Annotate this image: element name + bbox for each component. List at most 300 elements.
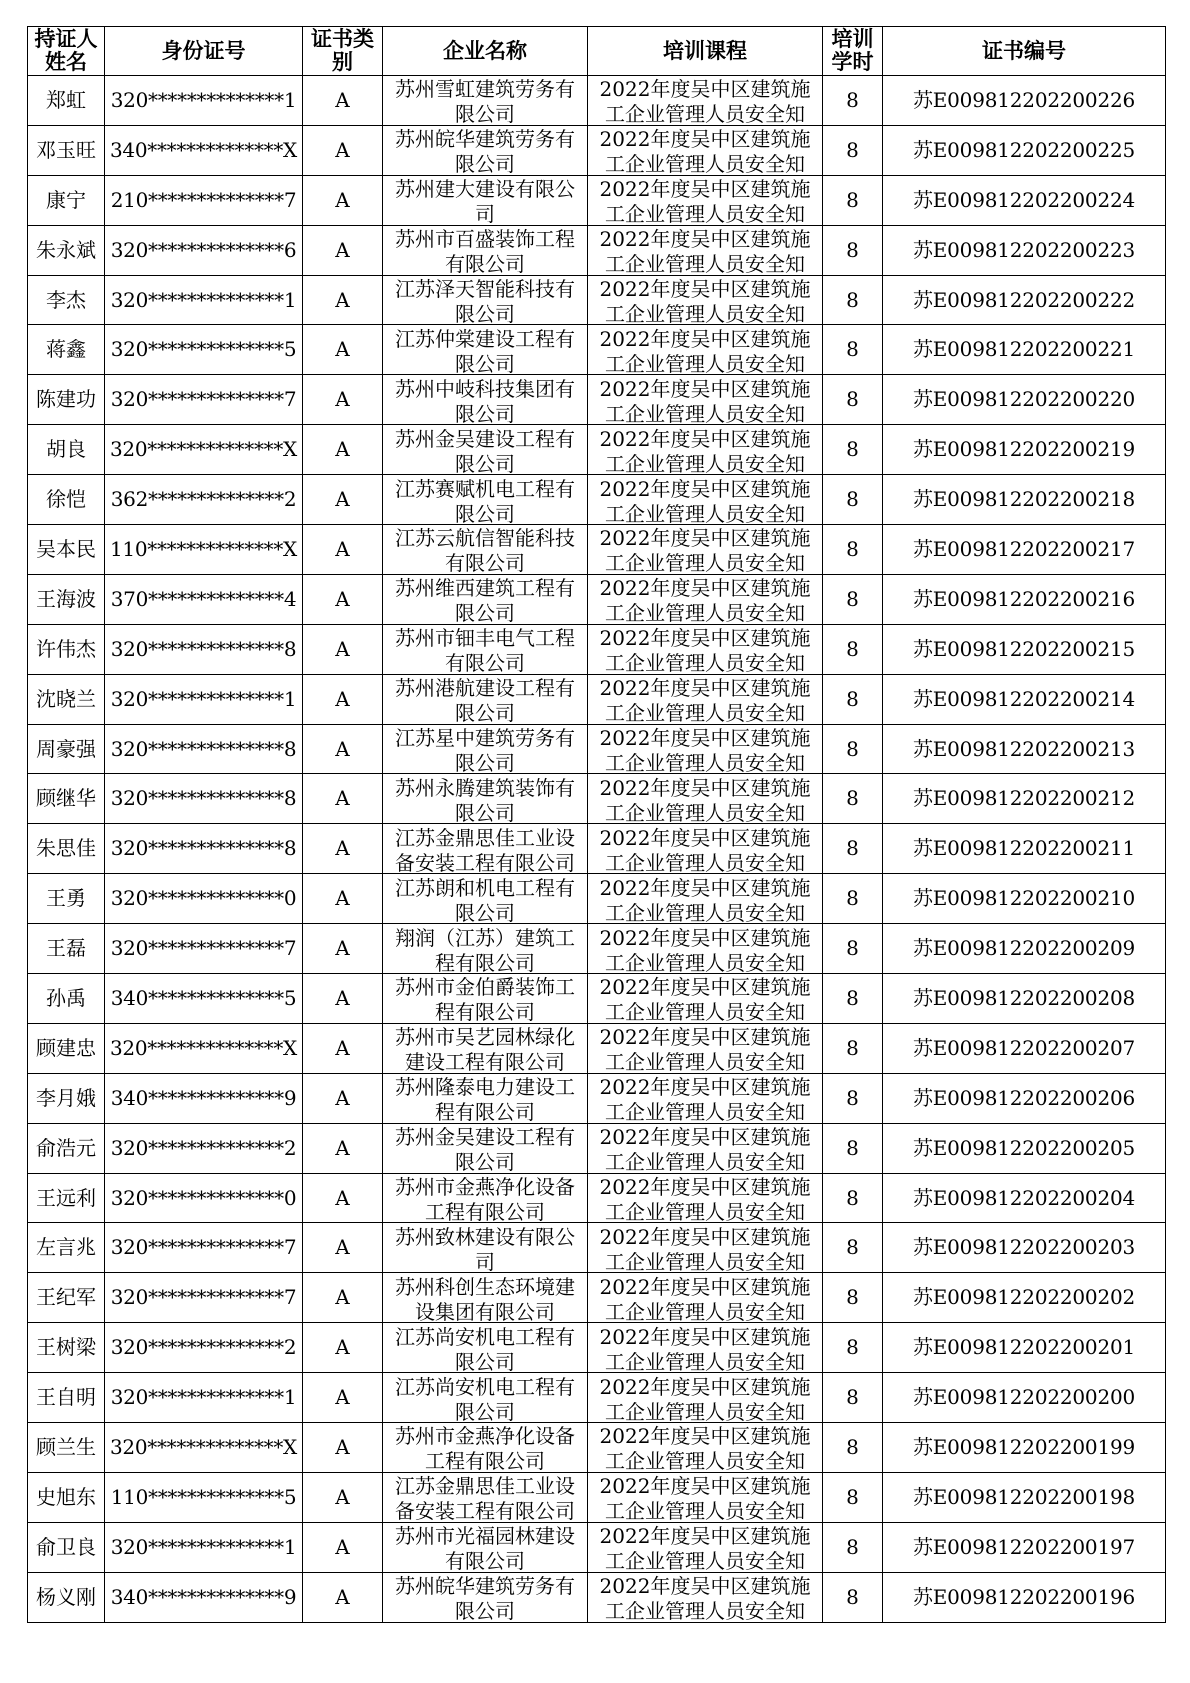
company-name-text: 江苏仲棠建设工程有限公司 [395, 326, 575, 373]
certificate-number-cell: 苏E009812202200203 [883, 1223, 1166, 1273]
id-number-cell: 320**************8 [105, 724, 303, 774]
company-name-cell [383, 674, 588, 724]
holder-name-cell: 周豪强 [28, 724, 105, 774]
training-hours-cell: 8 [823, 1522, 883, 1572]
training-course-cell [588, 924, 823, 974]
holder-name-cell: 顾建忠 [28, 1023, 105, 1073]
table-row [28, 225, 1166, 275]
training-course-cell [588, 1073, 823, 1123]
id-number-cell: 320**************0 [105, 874, 303, 924]
certificate-class-cell: A [303, 275, 383, 325]
header-certificate-number: 证书编号 [883, 27, 1166, 76]
certificate-number-cell: 苏E009812202200199 [883, 1423, 1166, 1473]
training-course-cell [588, 874, 823, 924]
certificate-number-cell: 苏E009812202200220 [883, 375, 1166, 425]
training-course-cell [588, 425, 823, 475]
training-hours-cell: 8 [823, 924, 883, 974]
training-hours-cell: 8 [823, 1572, 883, 1622]
company-name-cell [383, 125, 588, 175]
training-hours-cell: 8 [823, 974, 883, 1024]
training-course-text: 2022年度吴中区建筑施工企业管理人员安全知 [599, 1025, 811, 1072]
header-row [28, 27, 1166, 76]
certificate-number-cell: 苏E009812202200205 [883, 1123, 1166, 1173]
training-course-text: 2022年度吴中区建筑施工企业管理人员安全知 [599, 1125, 811, 1172]
training-course-text: 2022年度吴中区建筑施工企业管理人员安全知 [599, 227, 811, 274]
training-hours-cell: 8 [823, 325, 883, 375]
training-hours-cell: 8 [823, 1323, 883, 1373]
training-course-cell [588, 1273, 823, 1323]
certificate-class-cell: A [303, 125, 383, 175]
training-course-cell [588, 574, 823, 624]
certificate-number-cell: 苏E009812202200212 [883, 774, 1166, 824]
company-name-text: 苏州市钿丰电气工程有限公司 [395, 626, 575, 673]
training-course-cell [588, 774, 823, 824]
training-course-text: 2022年度吴中区建筑施工企业管理人员安全知 [599, 975, 811, 1022]
id-number-cell: 320**************X [105, 425, 303, 475]
company-name-cell [383, 724, 588, 774]
id-number-cell: 320**************6 [105, 225, 303, 275]
certificate-class-cell: A [303, 1423, 383, 1473]
table-row [28, 1073, 1166, 1123]
holder-name-cell: 史旭东 [28, 1472, 105, 1522]
header-id-number: 身份证号 [105, 27, 303, 76]
id-number-cell: 320**************X [105, 1023, 303, 1073]
company-name-cell [383, 1073, 588, 1123]
company-name-text: 苏州雪虹建筑劳务有限公司 [395, 77, 575, 124]
training-course-cell [588, 225, 823, 275]
certificate-class-cell: A [303, 375, 383, 425]
table-row [28, 425, 1166, 475]
table-row [28, 1173, 1166, 1223]
company-name-text: 苏州中岐科技集团有限公司 [395, 376, 575, 423]
certificate-number-cell: 苏E009812202200204 [883, 1173, 1166, 1223]
holder-name-cell: 王自明 [28, 1373, 105, 1423]
holder-name-cell: 胡良 [28, 425, 105, 475]
id-number-cell: 110**************5 [105, 1472, 303, 1522]
certificate-class-cell: A [303, 824, 383, 874]
training-hours-cell: 8 [823, 674, 883, 724]
table-row [28, 1572, 1166, 1622]
holder-name-cell: 蒋鑫 [28, 325, 105, 375]
training-course-text: 2022年度吴中区建筑施工企业管理人员安全知 [599, 925, 811, 972]
company-name-cell [383, 1273, 588, 1323]
training-hours-cell: 8 [823, 1123, 883, 1173]
training-course-cell [588, 325, 823, 375]
table-row [28, 874, 1166, 924]
company-name-text: 江苏朗和机电工程有限公司 [395, 875, 575, 922]
id-number-cell: 340**************5 [105, 974, 303, 1024]
holder-name-cell: 俞卫良 [28, 1522, 105, 1572]
training-course-cell [588, 1423, 823, 1473]
table-row [28, 1423, 1166, 1473]
id-number-cell: 320**************X [105, 1423, 303, 1473]
company-name-text: 苏州致林建设有限公司 [395, 1224, 575, 1271]
training-hours-cell: 8 [823, 425, 883, 475]
company-name-text: 苏州科创生态环境建设集团有限公司 [395, 1274, 575, 1321]
holder-name-cell: 俞浩元 [28, 1123, 105, 1173]
training-hours-cell: 8 [823, 1223, 883, 1273]
certificate-number-cell: 苏E009812202200210 [883, 874, 1166, 924]
company-name-cell [383, 1423, 588, 1473]
company-name-text: 江苏云航信智能科技有限公司 [395, 526, 575, 573]
company-name-cell [383, 275, 588, 325]
holder-name-cell: 朱思佳 [28, 824, 105, 874]
holder-name-cell: 许伟杰 [28, 624, 105, 674]
table-row [28, 275, 1166, 325]
company-name-cell [383, 574, 588, 624]
table-row [28, 1323, 1166, 1373]
company-name-cell [383, 974, 588, 1024]
training-course-text: 2022年度吴中区建筑施工企业管理人员安全知 [599, 127, 811, 174]
table-row [28, 1023, 1166, 1073]
company-name-cell [383, 475, 588, 525]
training-course-cell [588, 1323, 823, 1373]
table-row [28, 175, 1166, 225]
company-name-cell [383, 175, 588, 225]
header-certificate-class: 证书类别 [303, 27, 383, 76]
training-hours-cell: 8 [823, 76, 883, 126]
company-name-cell [383, 1373, 588, 1423]
certificate-number-cell: 苏E009812202200224 [883, 175, 1166, 225]
company-name-text: 江苏赛赋机电工程有限公司 [395, 476, 575, 523]
training-hours-cell: 8 [823, 774, 883, 824]
training-course-cell [588, 1472, 823, 1522]
company-name-cell [383, 1572, 588, 1622]
table-body [28, 76, 1166, 1623]
company-name-cell [383, 824, 588, 874]
training-course-cell [588, 824, 823, 874]
certificate-class-cell: A [303, 1522, 383, 1572]
training-course-text: 2022年度吴中区建筑施工企业管理人员安全知 [599, 1374, 811, 1421]
id-number-cell: 110**************X [105, 525, 303, 575]
certificate-class-cell: A [303, 1123, 383, 1173]
holder-name-cell: 吴本民 [28, 525, 105, 575]
certificate-number-cell: 苏E009812202200209 [883, 924, 1166, 974]
table-row [28, 1273, 1166, 1323]
header-training-hours: 培训学时 [823, 27, 883, 76]
id-number-cell: 370**************4 [105, 574, 303, 624]
certificate-class-cell: A [303, 624, 383, 674]
id-number-cell: 320**************1 [105, 674, 303, 724]
training-course-text: 2022年度吴中区建筑施工企业管理人员安全知 [599, 775, 811, 822]
training-course-cell [588, 125, 823, 175]
company-name-text: 江苏泽天智能科技有限公司 [395, 277, 575, 323]
table-row [28, 774, 1166, 824]
certificate-class-cell: A [303, 774, 383, 824]
company-name-cell [383, 225, 588, 275]
certificate-number-cell: 苏E009812202200218 [883, 475, 1166, 525]
table-row [28, 76, 1166, 126]
training-course-text: 2022年度吴中区建筑施工企业管理人员安全知 [599, 326, 811, 373]
training-course-text: 2022年度吴中区建筑施工企业管理人员安全知 [599, 1324, 811, 1371]
certificate-number-cell: 苏E009812202200200 [883, 1373, 1166, 1423]
table-row [28, 724, 1166, 774]
holder-name-cell: 孙禹 [28, 974, 105, 1024]
table-row [28, 1522, 1166, 1572]
id-number-cell: 320**************7 [105, 1273, 303, 1323]
company-name-text: 苏州隆泰电力建设工程有限公司 [395, 1075, 575, 1122]
training-hours-cell: 8 [823, 874, 883, 924]
company-name-text: 苏州市金伯爵装饰工程有限公司 [395, 975, 575, 1022]
company-name-cell [383, 1323, 588, 1373]
certificate-number-cell: 苏E009812202200198 [883, 1472, 1166, 1522]
training-hours-cell: 8 [823, 475, 883, 525]
certificate-number-cell: 苏E009812202200215 [883, 624, 1166, 674]
company-name-text: 苏州金吴建设工程有限公司 [395, 1125, 575, 1172]
table-row [28, 325, 1166, 375]
training-hours-cell: 8 [823, 375, 883, 425]
certificate-class-cell: A [303, 425, 383, 475]
training-course-text: 2022年度吴中区建筑施工企业管理人员安全知 [599, 177, 811, 224]
certificate-class-cell: A [303, 1073, 383, 1123]
table-row [28, 1223, 1166, 1273]
company-name-cell [383, 525, 588, 575]
certificate-class-cell: A [303, 1023, 383, 1073]
certificate-class-cell: A [303, 1472, 383, 1522]
training-course-text: 2022年度吴中区建筑施工企业管理人员安全知 [599, 526, 811, 573]
training-hours-cell: 8 [823, 1472, 883, 1522]
certificate-number-cell: 苏E009812202200207 [883, 1023, 1166, 1073]
company-name-cell [383, 1472, 588, 1522]
training-hours-cell: 8 [823, 824, 883, 874]
company-name-cell [383, 375, 588, 425]
certificate-class-cell: A [303, 724, 383, 774]
holder-name-cell: 康宁 [28, 175, 105, 225]
id-number-cell: 320**************7 [105, 1223, 303, 1273]
header-training-course: 培训课程 [588, 27, 823, 76]
id-number-cell: 320**************8 [105, 624, 303, 674]
training-course-text: 2022年度吴中区建筑施工企业管理人员安全知 [599, 676, 811, 723]
certificate-number-cell: 苏E009812202200223 [883, 225, 1166, 275]
training-course-text: 2022年度吴中区建筑施工企业管理人员安全知 [599, 1224, 811, 1271]
table-row [28, 1123, 1166, 1173]
company-name-cell [383, 1123, 588, 1173]
holder-name-cell: 朱永斌 [28, 225, 105, 275]
company-name-cell [383, 874, 588, 924]
id-number-cell: 320**************7 [105, 375, 303, 425]
id-number-cell: 320**************1 [105, 275, 303, 325]
holder-name-cell: 李杰 [28, 275, 105, 325]
certificate-number-cell: 苏E009812202200213 [883, 724, 1166, 774]
training-course-text: 2022年度吴中区建筑施工企业管理人员安全知 [599, 1075, 811, 1122]
training-course-text: 2022年度吴中区建筑施工企业管理人员安全知 [599, 476, 811, 523]
certificate-class-cell: A [303, 874, 383, 924]
header-holder-name: 持证人姓名 [28, 27, 105, 76]
id-number-cell: 320**************5 [105, 325, 303, 375]
id-number-cell: 320**************0 [105, 1173, 303, 1223]
training-course-cell [588, 974, 823, 1024]
certificate-class-cell: A [303, 76, 383, 126]
holder-name-cell: 陈建功 [28, 375, 105, 425]
id-number-cell: 320**************8 [105, 824, 303, 874]
table-row [28, 574, 1166, 624]
company-name-text: 苏州港航建设工程有限公司 [395, 676, 575, 723]
training-course-cell [588, 475, 823, 525]
training-hours-cell: 8 [823, 525, 883, 575]
id-number-cell: 362**************2 [105, 475, 303, 525]
training-course-cell [588, 1123, 823, 1173]
company-name-text: 江苏尚安机电工程有限公司 [395, 1374, 575, 1421]
training-hours-cell: 8 [823, 175, 883, 225]
training-course-cell [588, 624, 823, 674]
holder-name-cell: 杨义刚 [28, 1572, 105, 1622]
holder-name-cell: 王纪军 [28, 1273, 105, 1323]
training-course-text: 2022年度吴中区建筑施工企业管理人员安全知 [599, 626, 811, 673]
company-name-text: 江苏金鼎思佳工业设备安装工程有限公司 [395, 1474, 575, 1521]
table-row [28, 475, 1166, 525]
table-row [28, 674, 1166, 724]
holder-name-cell: 王勇 [28, 874, 105, 924]
training-course-cell [588, 1572, 823, 1622]
training-course-cell [588, 724, 823, 774]
table-row [28, 375, 1166, 425]
training-course-cell [588, 76, 823, 126]
training-hours-cell: 8 [823, 1273, 883, 1323]
company-name-text: 翔润（江苏）建筑工程有限公司 [395, 925, 575, 972]
holder-name-cell: 郑虹 [28, 76, 105, 126]
holder-name-cell: 王远利 [28, 1173, 105, 1223]
training-course-text: 2022年度吴中区建筑施工企业管理人员安全知 [599, 576, 811, 623]
training-hours-cell: 8 [823, 1173, 883, 1223]
certificate-number-cell: 苏E009812202200226 [883, 76, 1166, 126]
holder-name-cell: 王海波 [28, 574, 105, 624]
training-course-text: 2022年度吴中区建筑施工企业管理人员安全知 [599, 426, 811, 473]
certificate-number-cell: 苏E009812202200216 [883, 574, 1166, 624]
training-course-text: 2022年度吴中区建筑施工企业管理人员安全知 [599, 1524, 811, 1571]
company-name-text: 苏州市百盛装饰工程有限公司 [395, 227, 575, 274]
table-row [28, 525, 1166, 575]
certificate-number-cell: 苏E009812202200202 [883, 1273, 1166, 1323]
training-course-text: 2022年度吴中区建筑施工企业管理人员安全知 [599, 1175, 811, 1222]
training-course-cell [588, 1223, 823, 1273]
company-name-text: 江苏金鼎思佳工业设备安装工程有限公司 [395, 825, 575, 872]
certificate-class-cell: A [303, 325, 383, 375]
header-company-name: 企业名称 [383, 27, 588, 76]
training-course-text: 2022年度吴中区建筑施工企业管理人员安全知 [599, 726, 811, 773]
training-course-cell [588, 275, 823, 325]
certificate-number-cell: 苏E009812202200214 [883, 674, 1166, 724]
certificate-class-cell: A [303, 1323, 383, 1373]
table-row [28, 125, 1166, 175]
holder-name-cell: 顾兰生 [28, 1423, 105, 1473]
training-course-text: 2022年度吴中区建筑施工企业管理人员安全知 [599, 1274, 811, 1321]
company-name-cell [383, 1522, 588, 1572]
certificate-class-cell: A [303, 1273, 383, 1323]
company-name-cell [383, 774, 588, 824]
training-course-text: 2022年度吴中区建筑施工企业管理人员安全知 [599, 277, 811, 323]
training-course-cell [588, 1023, 823, 1073]
table-row [28, 624, 1166, 674]
id-number-cell: 210**************7 [105, 175, 303, 225]
certificate-class-cell: A [303, 475, 383, 525]
training-hours-cell: 8 [823, 1073, 883, 1123]
holder-name-cell: 沈晓兰 [28, 674, 105, 724]
company-name-text: 苏州市吴艺园林绿化建设工程有限公司 [395, 1025, 575, 1072]
company-name-cell [383, 1023, 588, 1073]
holder-name-cell: 王磊 [28, 924, 105, 974]
certificate-class-cell: A [303, 1572, 383, 1622]
company-name-text: 苏州维西建筑工程有限公司 [395, 576, 575, 623]
certificate-number-cell: 苏E009812202200217 [883, 525, 1166, 575]
training-hours-cell: 8 [823, 1373, 883, 1423]
training-course-text: 2022年度吴中区建筑施工企业管理人员安全知 [599, 376, 811, 423]
training-hours-cell: 8 [823, 724, 883, 774]
training-hours-cell: 8 [823, 574, 883, 624]
training-course-text: 2022年度吴中区建筑施工企业管理人员安全知 [599, 1424, 811, 1471]
training-hours-cell: 8 [823, 624, 883, 674]
training-course-text: 2022年度吴中区建筑施工企业管理人员安全知 [599, 1574, 811, 1621]
certificate-class-cell: A [303, 225, 383, 275]
company-name-text: 苏州市金燕净化设备工程有限公司 [395, 1424, 575, 1471]
table-row [28, 924, 1166, 974]
company-name-text: 苏州金吴建设工程有限公司 [395, 426, 575, 473]
id-number-cell: 320**************1 [105, 1522, 303, 1572]
training-hours-cell: 8 [823, 1023, 883, 1073]
id-number-cell: 320**************1 [105, 1373, 303, 1423]
id-number-cell: 320**************1 [105, 76, 303, 126]
id-number-cell: 320**************2 [105, 1323, 303, 1373]
company-name-text: 苏州建大建设有限公司 [395, 177, 575, 224]
table-row [28, 824, 1166, 874]
training-course-cell [588, 1522, 823, 1572]
certificate-number-cell: 苏E009812202200196 [883, 1572, 1166, 1622]
id-number-cell: 320**************7 [105, 924, 303, 974]
certificate-class-cell: A [303, 525, 383, 575]
certificate-number-cell: 苏E009812202200219 [883, 425, 1166, 475]
training-course-cell [588, 175, 823, 225]
certificate-class-cell: A [303, 175, 383, 225]
company-name-text: 苏州皖华建筑劳务有限公司 [395, 127, 575, 174]
training-course-cell [588, 1173, 823, 1223]
table-row [28, 1373, 1166, 1423]
training-hours-cell: 8 [823, 225, 883, 275]
holder-name-cell: 李月娥 [28, 1073, 105, 1123]
training-course-text: 2022年度吴中区建筑施工企业管理人员安全知 [599, 77, 811, 124]
training-course-text: 2022年度吴中区建筑施工企业管理人员安全知 [599, 875, 811, 922]
id-number-cell: 320**************2 [105, 1123, 303, 1173]
id-number-cell: 340**************9 [105, 1572, 303, 1622]
training-course-cell [588, 525, 823, 575]
certificate-class-cell: A [303, 1223, 383, 1273]
id-number-cell: 340**************9 [105, 1073, 303, 1123]
certificate-number-cell: 苏E009812202200225 [883, 125, 1166, 175]
company-name-cell [383, 325, 588, 375]
holder-name-cell: 邓玉旺 [28, 125, 105, 175]
company-name-cell [383, 924, 588, 974]
table-row [28, 974, 1166, 1024]
holder-name-cell: 王树梁 [28, 1323, 105, 1373]
table-row [28, 1472, 1166, 1522]
training-hours-cell: 8 [823, 125, 883, 175]
certificate-number-cell: 苏E009812202200221 [883, 325, 1166, 375]
training-course-cell [588, 1373, 823, 1423]
company-name-text: 苏州永腾建筑装饰有限公司 [395, 775, 575, 822]
id-number-cell: 320**************8 [105, 774, 303, 824]
certificate-class-cell: A [303, 924, 383, 974]
training-course-cell [588, 674, 823, 724]
company-name-cell [383, 425, 588, 475]
training-course-cell [588, 375, 823, 425]
certificate-class-cell: A [303, 974, 383, 1024]
training-course-text: 2022年度吴中区建筑施工企业管理人员安全知 [599, 825, 811, 872]
certificate-class-cell: A [303, 674, 383, 724]
id-number-cell: 340**************X [105, 125, 303, 175]
certificate-number-cell: 苏E009812202200211 [883, 824, 1166, 874]
certificate-number-cell: 苏E009812202200222 [883, 275, 1166, 325]
company-name-text: 江苏尚安机电工程有限公司 [395, 1324, 575, 1371]
training-hours-cell: 8 [823, 1423, 883, 1473]
holder-name-cell: 顾继华 [28, 774, 105, 824]
